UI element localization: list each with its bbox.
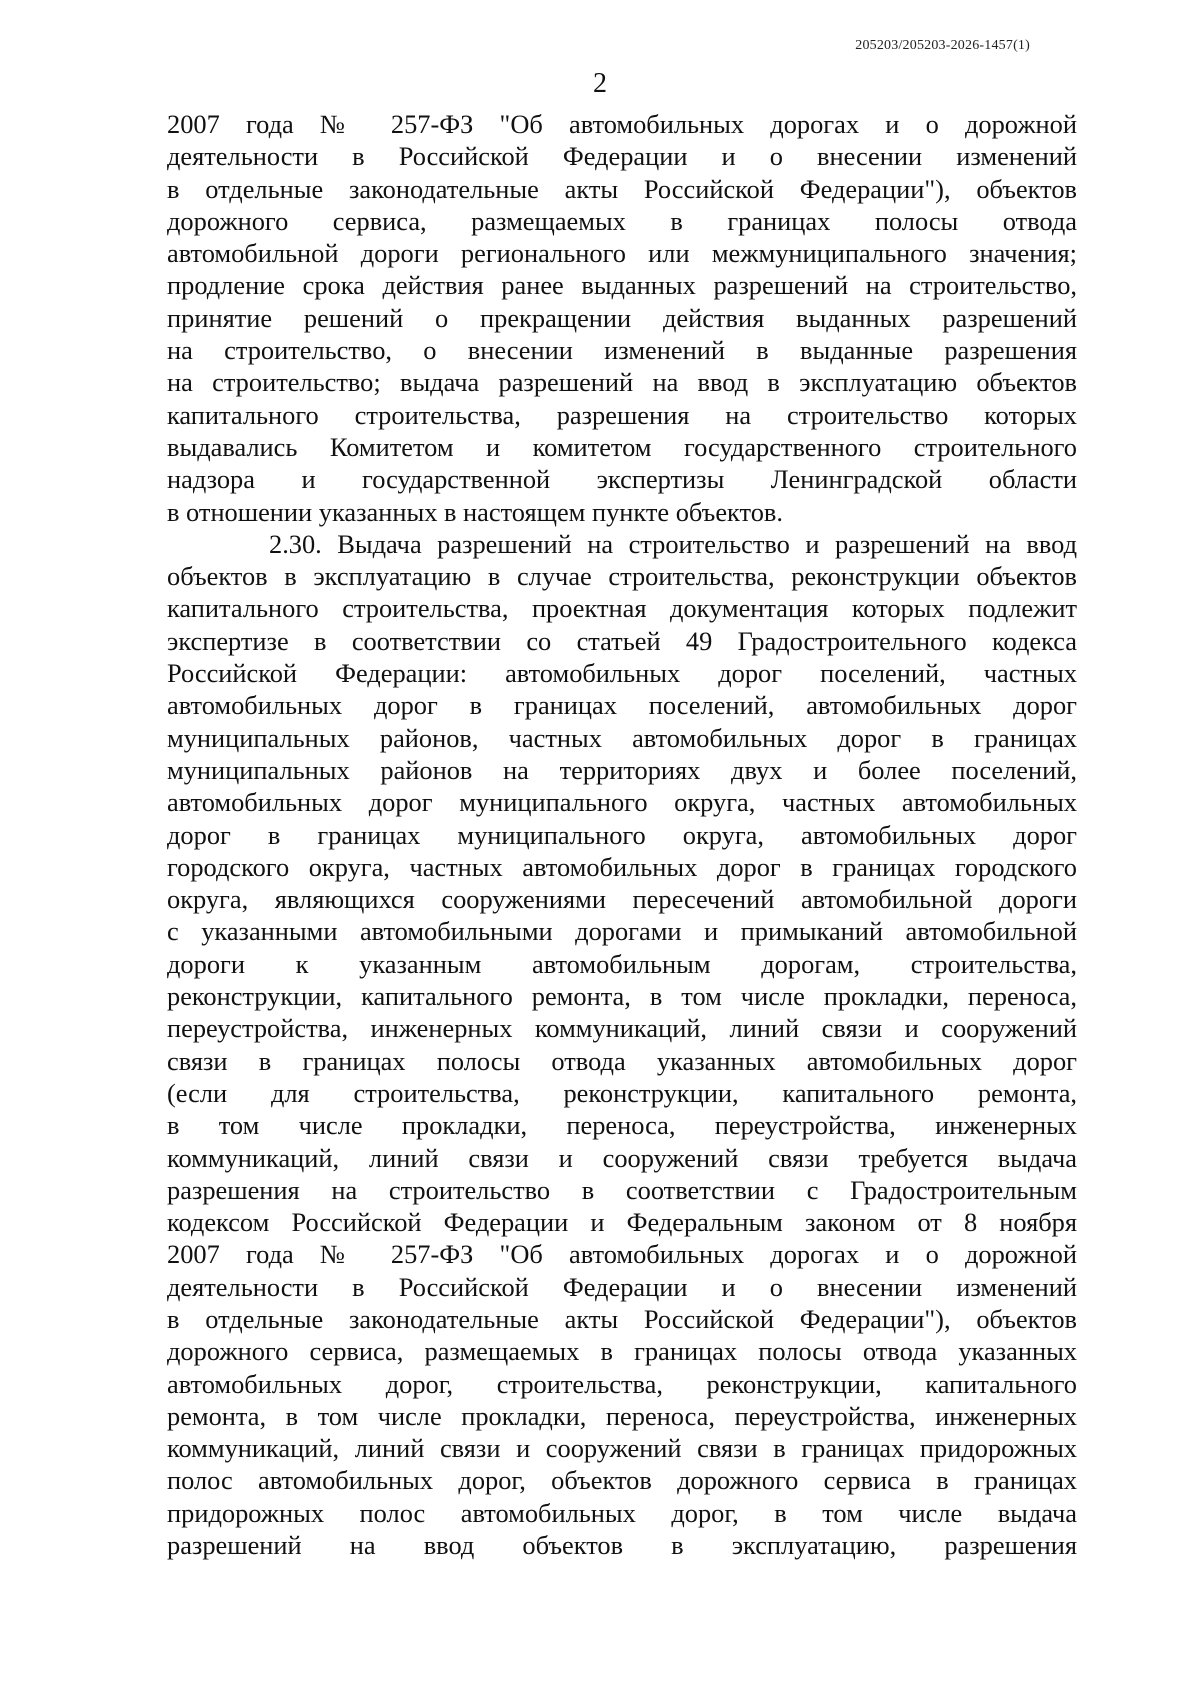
text-line: кодексом Российской Федерации и Федеральным законом от 8 ноября — [167, 1207, 1077, 1238]
text-line: 2007 года № 257-ФЗ "Об автомобильных дорогах и о дорожной — [167, 1239, 1077, 1270]
text-line: автомобильных дорог муниципального округа, частных автомобильных — [167, 787, 1077, 818]
text-line: ремонта, в том числе прокладки, переноса, переустройства, инженерных — [167, 1400, 1077, 1431]
text-line: Российской Федерации: автомобильных дорог поселений, частных — [167, 658, 1077, 689]
text-line: 2007 года № 257-ФЗ "Об автомобильных дорогах и о дорожной — [167, 109, 1077, 139]
text-line: выдавались Комитетом и комитетом государственного строительного — [167, 431, 1077, 462]
text-line: капитального строительства, разрешения на строительство которых — [167, 399, 1077, 430]
text-line: муниципальных районов на территориях двух и более поселений, — [167, 754, 1077, 785]
paragraph-start-line: 2.30. Выдача разрешений на строительство и разрешений на ввод — [269, 528, 1077, 559]
text-line: капитального строительства, проектная документация которых подлежит — [167, 593, 1077, 624]
text-line: объектов в эксплуатацию в случае строительства, реконструкции объектов — [167, 561, 1077, 592]
text-line: коммуникаций, линий связи и сооружений связи в границах придорожных — [167, 1433, 1077, 1464]
text-line: (если для строительства, реконструкции, капитального ремонта, — [167, 1077, 1077, 1108]
text-line: дорожного сервиса, размещаемых в границах полосы отвода — [167, 205, 1077, 236]
text-line: деятельности в Российской Федерации и о внесении изменений — [167, 141, 1077, 172]
text-line: дорожного сервиса, размещаемых в границах полосы отвода указанных — [167, 1336, 1077, 1367]
text-line: с указанными автомобильными дорогами и примыканий автомобильной — [167, 916, 1077, 947]
text-line: разрешений на ввод объектов в эксплуатацию, разрешения — [167, 1530, 1077, 1561]
text-line: в отдельные законодательные акты Российской Федерации"), объектов — [167, 173, 1077, 204]
text-line: округа, являющихся сооружениями пересечений автомобильной дороги — [167, 884, 1077, 915]
text-line: городского округа, частных автомобильных дорог в границах городского — [167, 851, 1077, 882]
text-line: автомобильной дороги регионального или межмуниципального значения; — [167, 238, 1077, 269]
text-line: на строительство; выдача разрешений на ввод в эксплуатацию объектов — [167, 367, 1077, 398]
page-number: 2 — [593, 68, 607, 99]
text-line: коммуникаций, линий связи и сооружений связи требуется выдача — [167, 1142, 1077, 1173]
text-line: придорожных полос автомобильных дорог, в том числе выдача — [167, 1497, 1077, 1528]
document-body — [167, 108, 1077, 1561]
text-line: переустройства, инженерных коммуникаций, линий связи и сооружений — [167, 1013, 1077, 1044]
text-line: автомобильных дорог в границах поселений, автомобильных дорог — [167, 690, 1077, 721]
text-line: полос автомобильных дорог, объектов дорожного сервиса в границах — [167, 1465, 1077, 1496]
text-line: разрешения на строительство в соответствии с Градостроительным — [167, 1174, 1077, 1205]
text-line: реконструкции, капитального ремонта, в том числе прокладки, переноса, — [167, 981, 1077, 1012]
text-line: на строительство, о внесении изменений в выданные разрешения — [167, 335, 1077, 366]
text-line: продление срока действия ранее выданных разрешений на строительство, — [167, 270, 1077, 301]
text-line: дорог в границах муниципального округа, автомобильных дорог — [167, 819, 1077, 850]
text-line: муниципальных районов, частных автомобильных дорог в границах — [167, 722, 1077, 753]
text-line: автомобильных дорог, строительства, реконструкции, капитального — [167, 1368, 1077, 1399]
paragraph-end-line: в отношении указанных в настоящем пункте объектов. — [167, 496, 783, 527]
text-line: принятие решений о прекращении действия выданных разрешений — [167, 302, 1077, 333]
text-line: дороги к указанным автомобильным дорогам, строительства, — [167, 948, 1077, 979]
text-line: в отдельные законодательные акты Российской Федерации"), объектов — [167, 1303, 1077, 1334]
document-id: 205203/205203-2026-1457(1) — [855, 38, 1030, 53]
text-line: деятельности в Российской Федерации и о внесении изменений — [167, 1271, 1077, 1302]
text-line: надзора и государственной экспертизы Ленинградской области — [167, 464, 1077, 495]
text-line: экспертизе в соответствии со статьей 49 Градостроительного кодекса — [167, 625, 1077, 656]
text-line: связи в границах полосы отвода указанных автомобильных дорог — [167, 1045, 1077, 1076]
text-line: в том числе прокладки, переноса, переустройства, инженерных — [167, 1110, 1077, 1141]
